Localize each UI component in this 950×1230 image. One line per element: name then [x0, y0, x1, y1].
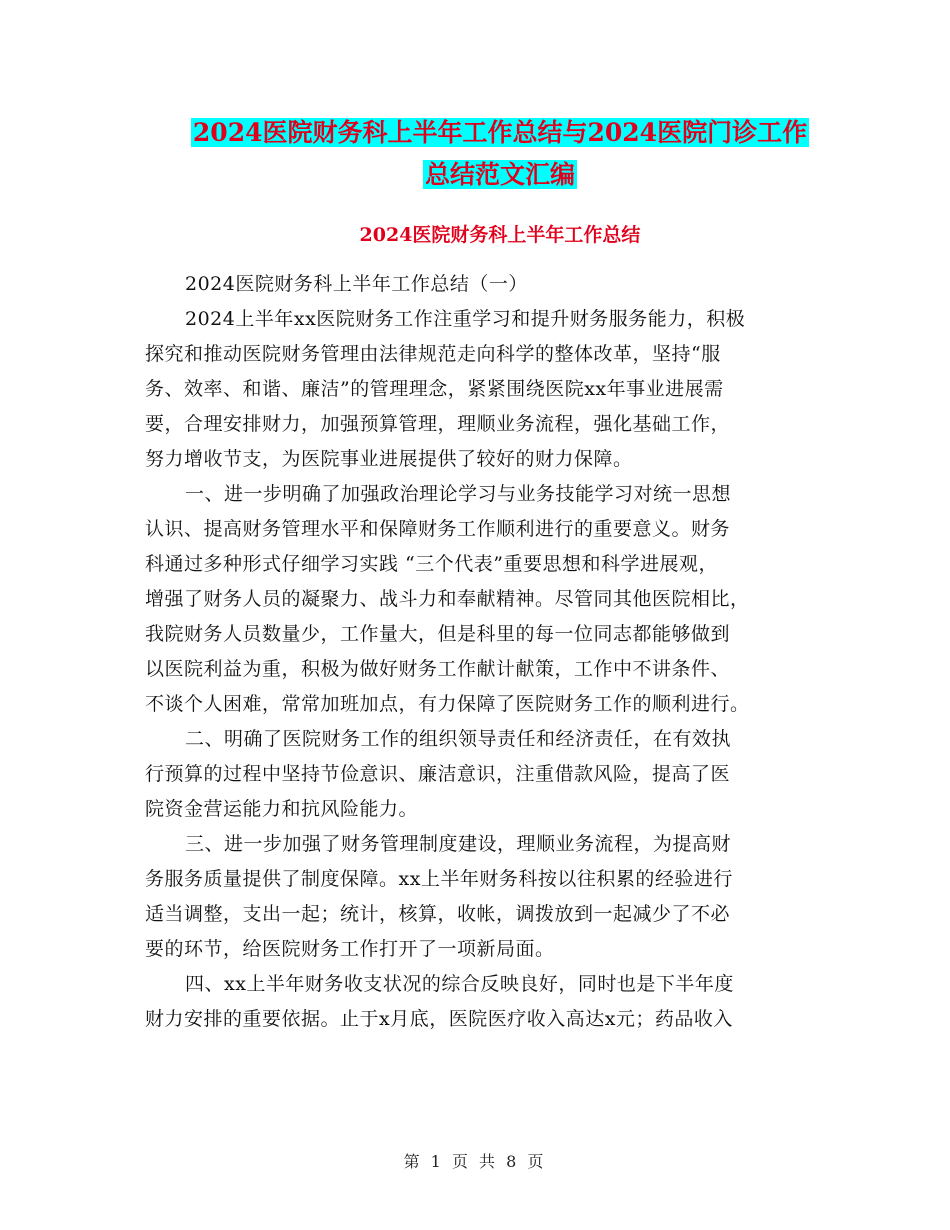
paragraph-line: 探究和推动医院财务管理由法律规范走向科学的整体改革，坚持“服: [145, 343, 721, 365]
paragraph-line: 科通过多种形式仔细学习实践 “三个代表”重要思想和科学进展观，: [145, 553, 718, 575]
paragraph-line: 增强了财务人员的凝聚力、战斗力和奉献精神。尽管同其他医院相比，: [145, 588, 750, 610]
paragraph-line: 要，合理安排财力，加强预算管理，理顺业务流程，强化基础工作，: [145, 413, 731, 435]
paragraph-line: 我院财务人员数量少，工作量大，但是科里的每一位同志都能够做到: [145, 623, 731, 645]
paragraph-line: 一、进一步明确了加强政治理论学习与业务技能学习对统一思想: [185, 483, 732, 505]
paragraph-line: 务服务质量提供了制度保障。xx上半年财务科按以往积累的经验进行: [145, 868, 733, 890]
paragraph-line: 不谈个人困难，常常加班加点，有力保障了医院财务工作的顺利进行。: [145, 693, 750, 715]
paragraph-line: 行预算的过程中坚持节俭意识、廉洁意识，注重借款风险，提高了医: [145, 763, 731, 785]
section-title: 2024医院财务科上半年工作总结: [359, 224, 641, 246]
paragraph-line: 务、效率、和谐、廉洁”的管理理念，紧紧围绕医院xx年事业进展需: [145, 378, 724, 400]
paragraph-line: 二、明确了医院财务工作的组织领导责任和经济责任，在有效执: [185, 728, 732, 750]
paragraph-line: 要的环节，给医院财务工作打开了一项新局面。: [145, 938, 555, 960]
paragraph-line: 努力增收节支，为医院事业进展提供了较好的财力保障。: [145, 448, 633, 470]
document-title-line1: 2024医院财务科上半年工作总结与2024医院门诊工作: [192, 118, 808, 147]
page-footer: 第 1 页 共 8 页: [403, 1152, 547, 1171]
paragraph-line: 以医院利益为重，积极为做好财务工作献计献策，工作中不讲条件、: [145, 658, 731, 680]
body-text: [145, 267, 817, 1037]
paragraph-line: 财力安排的重要依据。止于x月底，医院医疗收入高达x元；药品收入: [145, 1008, 733, 1030]
paragraph-line: 2024上半年xx医院财务工作注重学习和提升财务服务能力，积极: [185, 308, 746, 330]
document-title: [140, 112, 860, 196]
paragraph-line: 认识、提高财务管理水平和保障财务工作顺利进行的重要意义。财务: [145, 518, 731, 540]
paragraph-line: 适当调整，支出一起；统计，核算，收帐，调拨放到一起减少了不必: [145, 903, 731, 925]
paragraph-line: 四、xx上半年财务收支状况的综合反映良好，同时也是下半年度: [185, 973, 734, 995]
document-title-line2: 总结范文汇编: [424, 160, 575, 189]
paragraph-line: 院资金营运能力和抗风险能力。: [145, 798, 419, 820]
paragraph-line: 2024医院财务科上半年工作总结（一）: [185, 273, 528, 295]
paragraph-line: 三、进一步加强了财务管理制度建设，理顺业务流程，为提高财: [185, 833, 732, 855]
